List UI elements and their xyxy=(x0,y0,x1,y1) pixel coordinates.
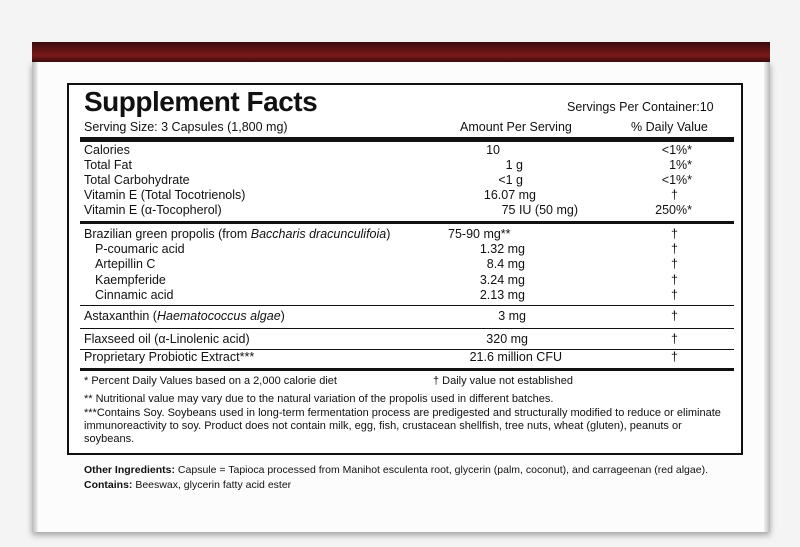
row-divider xyxy=(80,328,734,329)
nutrient-name: Total Carbohydrate xyxy=(84,173,190,187)
nutrient-name: Calories xyxy=(84,143,130,157)
nutrient-name: Total Fat xyxy=(84,158,132,172)
nutrient-name: P-coumaric acid xyxy=(95,242,185,256)
nutrient-amount: <1 g xyxy=(498,173,523,187)
nutrient-name: Brazilian green propolis (from Baccharis dracunculifoia) xyxy=(84,227,391,241)
panel-title: Supplement Facts xyxy=(84,86,318,117)
table-row xyxy=(0,203,800,218)
nutrient-amount: 1.32 mg xyxy=(479,242,525,256)
table-row xyxy=(0,288,800,303)
footnote-not-established: † Daily value not established xyxy=(433,375,574,387)
servings-per-container: Servings Per Container:10 xyxy=(567,100,714,114)
table-row xyxy=(0,273,800,288)
nutrient-amount: 3.24 mg xyxy=(479,273,525,287)
nutrient-name: Astaxanthin (Haematococcus algae) xyxy=(84,309,285,323)
table-row xyxy=(0,227,800,242)
nutrient-amount: 8.4 mg xyxy=(486,257,525,271)
footnote-soy: ***Contains Soy. Soybeans used in long-term fermentation process are predigested and structurally modified to reduce or eliminate immunoreactivity to soy. Product does not contain milk, egg, fish, crustacean shellfish, tree nuts, wheat (gluten), peanuts or soybeans. xyxy=(84,407,721,445)
nutrient-dv: † xyxy=(671,332,678,346)
nutrient-dv: 250%* xyxy=(655,203,692,217)
nutrient-name: Vitamin E (Total Tocotrienols) xyxy=(84,188,246,202)
nutrient-amount: 10 xyxy=(486,143,500,157)
nutrient-amount: 320 mg xyxy=(486,332,528,346)
nutrient-name: Artepillin C xyxy=(95,257,156,271)
amount-header: Amount Per Serving xyxy=(460,120,572,134)
table-row xyxy=(0,309,800,324)
table-row xyxy=(0,257,800,272)
footnote-daily-values: * Percent Daily Values based on a 2,000 calorie diet xyxy=(84,375,337,387)
daily-value-header: % Daily Value xyxy=(631,120,708,134)
table-row xyxy=(0,350,800,365)
nutrient-dv: † xyxy=(671,350,678,364)
serving-size: Serving Size: 3 Capsules (1,800 mg) xyxy=(84,120,288,134)
nutrient-amount: 75-90 mg** xyxy=(448,227,511,241)
group-rule xyxy=(80,221,734,224)
nutrient-dv: 1%* xyxy=(669,158,692,172)
table-row xyxy=(0,158,800,173)
table-row xyxy=(0,332,800,347)
nutrient-dv: † xyxy=(671,242,678,256)
nutrient-amount: 16.07 mg xyxy=(483,188,536,202)
nutrient-name: Vitamin E (α-Tocopherol) xyxy=(84,203,222,217)
nutrient-name: Cinnamic acid xyxy=(95,288,174,302)
contains-line: Contains: Beeswax, glycerin fatty acid ester xyxy=(84,479,292,491)
nutrient-amount: 2.13 mg xyxy=(479,288,525,302)
other-ingredients: Other Ingredients: Capsule = Tapioca processed from Manihot esculenta root, glycerin (palm, coconut), and carrageenan (red algae). xyxy=(84,464,708,476)
nutrient-dv: † xyxy=(671,288,678,302)
nutrient-dv: <1%* xyxy=(661,173,692,187)
thick-rule xyxy=(80,137,734,142)
nutrient-amount: 75 IU (50 mg) xyxy=(501,203,578,217)
nutrient-dv: † xyxy=(671,188,678,202)
nutrient-dv: † xyxy=(671,273,678,287)
nutrient-name: Flaxseed oil (α-Linolenic acid) xyxy=(84,332,250,346)
nutrient-amount: 3 mg xyxy=(498,309,526,323)
nutrient-amount: 21.6 million CFU xyxy=(469,350,562,364)
nutrient-dv: † xyxy=(671,257,678,271)
table-row xyxy=(0,242,800,257)
footnote-propolis: ** Nutritional value may vary due to the natural variation of the propolis used in different batches. xyxy=(84,393,554,405)
nutrient-dv: † xyxy=(671,309,678,323)
table-row xyxy=(0,188,800,203)
nutrient-dv: † xyxy=(671,227,678,241)
nutrient-name: Kaempferide xyxy=(95,273,166,287)
group-rule xyxy=(80,368,734,371)
row-divider xyxy=(80,305,734,306)
nutrient-amount: 1 g xyxy=(505,158,523,172)
table-row xyxy=(0,173,800,188)
nutrient-name: Proprietary Probiotic Extract*** xyxy=(84,350,255,364)
nutrient-dv: <1%* xyxy=(661,143,692,157)
table-row xyxy=(0,143,800,158)
box-top-edge xyxy=(32,42,770,64)
